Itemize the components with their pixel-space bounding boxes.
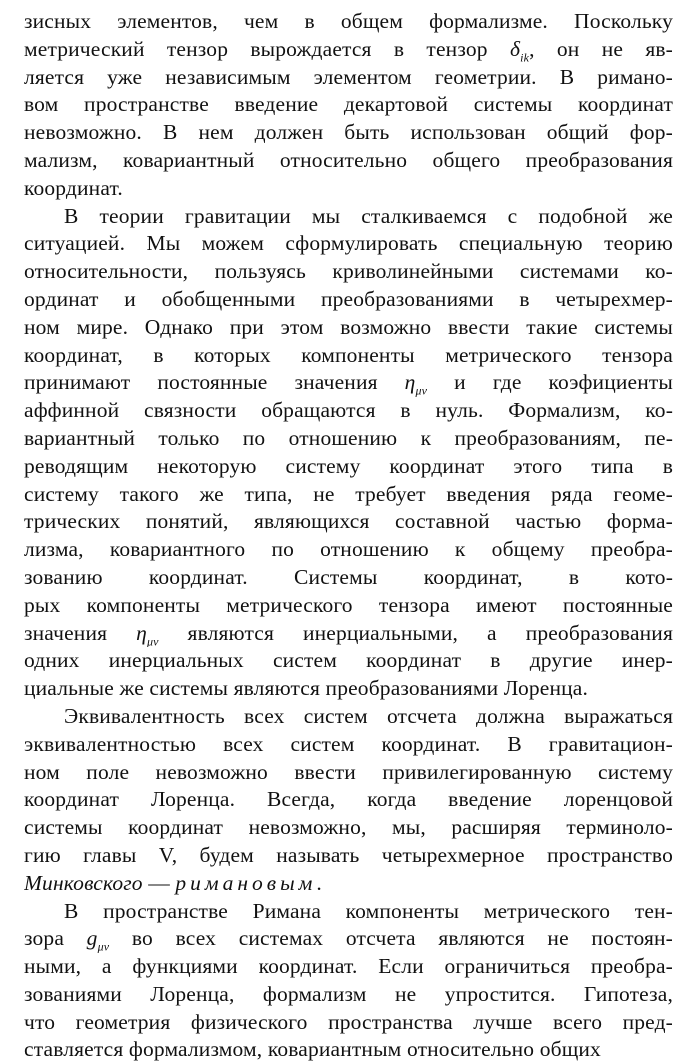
text-line: рых компоненты метрического тензора имеют постоянные <box>24 592 673 620</box>
text-line: реводящим некоторую систему координат этого типа в <box>24 453 673 481</box>
paragraph <box>24 703 673 898</box>
text-line: ординат и обобщенными преобразованиями в четырехмер- <box>24 286 673 314</box>
math-symbol: $\eta_{\mu\nu}$ <box>136 621 158 645</box>
text-line: ставляется формализмом, ковариантным относительно общих <box>24 1036 673 1064</box>
text-line: В теории гравитации мы сталкиваемся с подобной же <box>24 203 673 231</box>
text-line: Эквивалентность всех систем отсчета должна выражаться <box>24 703 673 731</box>
text-line: ляется уже независимым элементом геометрии. В римано- <box>24 64 673 92</box>
paragraph <box>24 898 673 1064</box>
text-line: одних инерциальных систем координат в другие инер- <box>24 647 673 675</box>
text-line: гию главы V, будем называть четырехмерное пространство <box>24 842 673 870</box>
text-line: Минковского — римановым. <box>24 870 673 898</box>
text-line: координат, в которых компоненты метрического тензора <box>24 342 673 370</box>
text-line: В пространстве Римана компоненты метрического тен- <box>24 898 673 926</box>
text-line: трических понятий, являющихся составной частью форма- <box>24 508 673 536</box>
text-line: вариантный только по отношению к преобразованиям, пе- <box>24 425 673 453</box>
text-line: зованию координат. Системы координат, в кото- <box>24 564 673 592</box>
text-line: зованиями Лоренца, формализм не упростится. Гипотеза, <box>24 981 673 1009</box>
text-line: циальные же системы являются преобразованиями Лоренца. <box>24 675 673 703</box>
text-line: зора $g_{\mu\nu}$ во всех системах отсчета являются не постоян- <box>24 925 673 953</box>
page-text <box>24 8 673 1064</box>
text-line: мализм, ковариантный относительно общего преобразования <box>24 147 673 175</box>
text-line: относительности, пользуясь криволинейными системами ко- <box>24 258 673 286</box>
math-symbol: $\delta_{ik}$ <box>510 37 529 61</box>
text-line: зисных элементов, чем в общем формализме. Поскольку <box>24 8 673 36</box>
text-line: что геометрия физического пространства лучше всего пред- <box>24 1009 673 1037</box>
text-line: принимают постоянные значения $\eta_{\mu\nu}$ и где коэфициенты <box>24 369 673 397</box>
text-line: эквивалентностью всех систем координат. В гравитацион- <box>24 731 673 759</box>
text-line: систему такого же типа, не требует введения ряда геоме- <box>24 481 673 509</box>
text-line: лизма, ковариантного по отношению к общему преобра- <box>24 536 673 564</box>
text-line: вом пространстве введение декартовой системы координат <box>24 91 673 119</box>
text-line: координат. <box>24 175 673 203</box>
text-line: ном поле невозможно ввести привилегированную систему <box>24 759 673 787</box>
math-symbol: $\eta_{\mu\nu}$ <box>405 370 427 394</box>
text-line: аффинной связности обращаются в нуль. Формализм, ко- <box>24 397 673 425</box>
text-line: координат Лоренца. Всегда, когда введение лоренцовой <box>24 786 673 814</box>
text-line: ном мире. Однако при этом возможно ввести такие системы <box>24 314 673 342</box>
text-line: значения $\eta_{\mu\nu}$ являются инерциальными, а преобразования <box>24 620 673 648</box>
text-line: метрический тензор вырождается в тензор $\delta_{ik}$, он не яв- <box>24 36 673 64</box>
paragraph <box>24 203 673 703</box>
text-line: системы координат невозможно, мы, расширяя терминоло- <box>24 814 673 842</box>
text-line: ситуацией. Мы можем сформулировать специальную теорию <box>24 230 673 258</box>
text-line: невозможно. В нем должен быть использован общий фор- <box>24 119 673 147</box>
text-line: ными, а функциями координат. Если ограничиться преобра- <box>24 953 673 981</box>
paragraph <box>24 8 673 203</box>
math-symbol: $g_{\mu\nu}$ <box>87 926 110 950</box>
